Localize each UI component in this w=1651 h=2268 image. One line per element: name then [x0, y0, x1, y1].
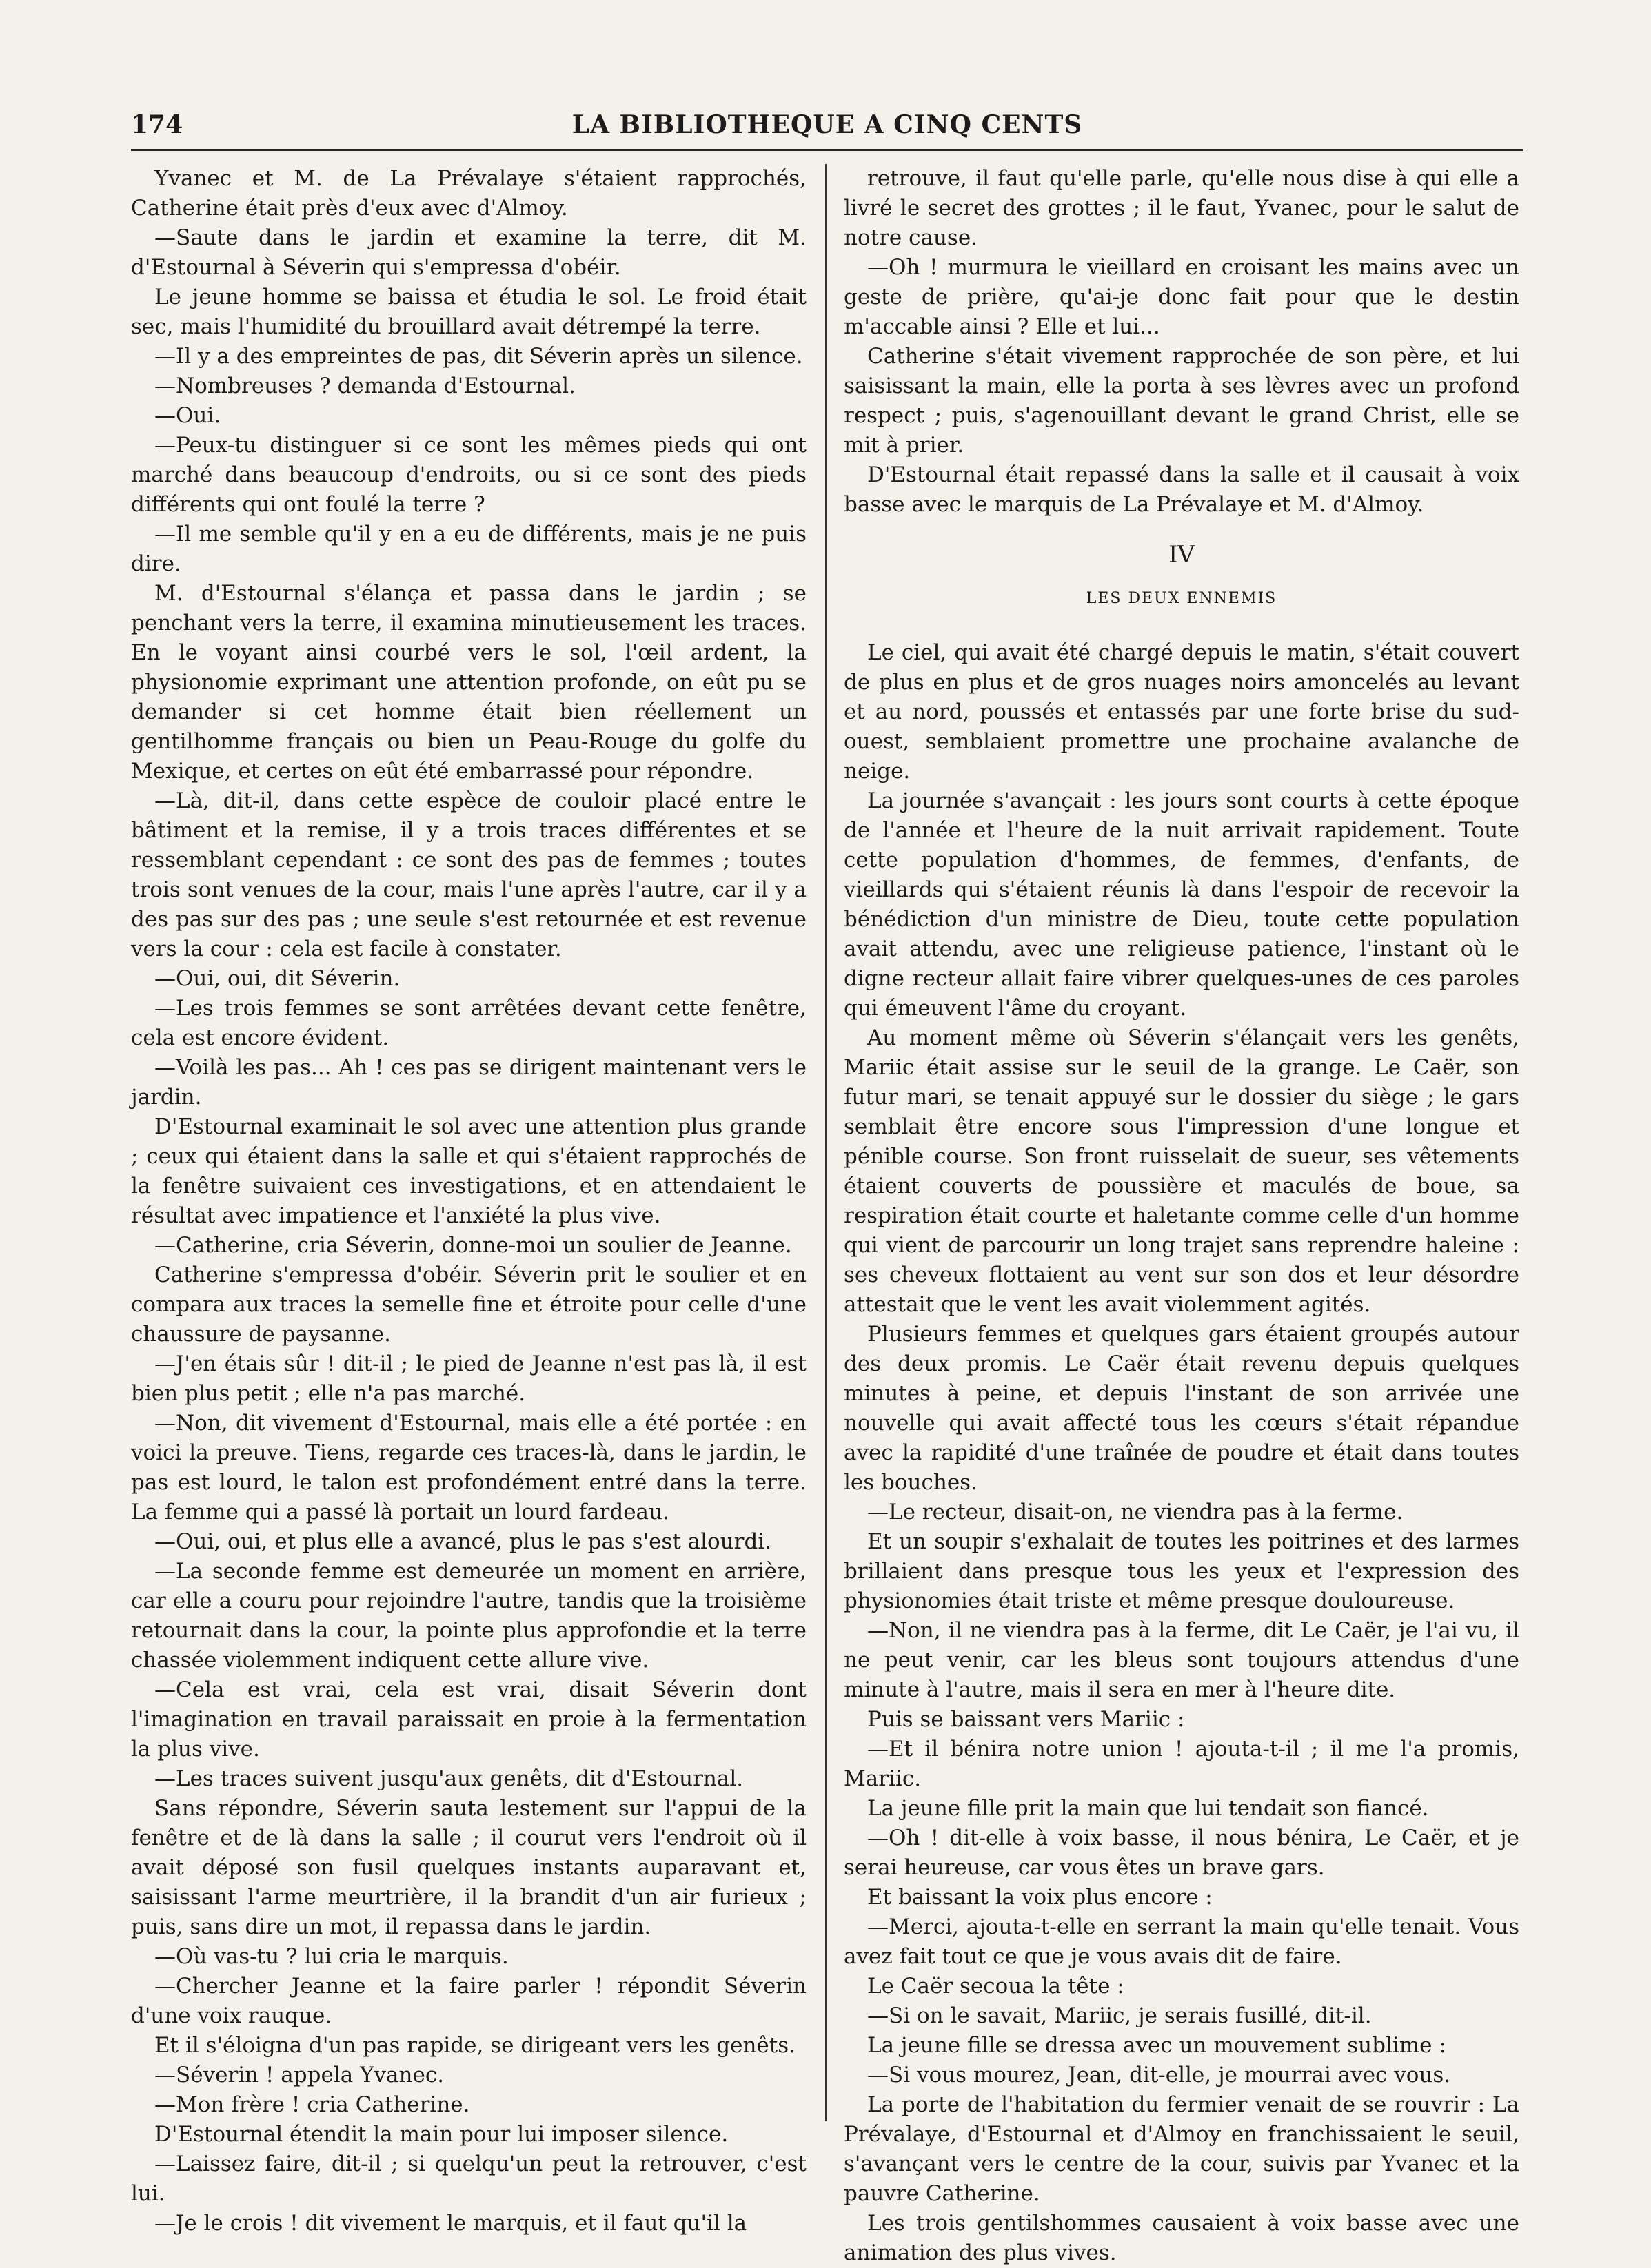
header-rule	[131, 149, 1523, 154]
paragraph: Catherine s'était vivement rapprochée de son père, et lui saisissant la main, elle la porta à ses lèvres avec un profond respect ; puis, s'agenouillant devant le grand Christ, elle se mit à prier.	[844, 344, 1519, 458]
left-column	[131, 164, 807, 2238]
right-column-top	[844, 164, 1519, 520]
paragraph: —Nombreuses ? demanda d'Estournal.	[154, 374, 576, 398]
paragraph: D'Estournal était repassé dans la salle et il causait à voix basse avec le marquis de La Prévalaye et M. d'Almoy.	[844, 462, 1519, 517]
paragraph: D'Estournal étendit la main pour lui imposer silence.	[154, 2122, 729, 2147]
section-number: IV	[1168, 541, 1195, 569]
paragraph: La jeune fille se dressa avec un mouvement sublime :	[867, 2033, 1446, 2058]
text-columns	[131, 164, 1523, 2265]
paragraph: —Si on le savait, Mariic, je serais fusillé, dit-il.	[867, 2003, 1372, 2028]
paragraph: Puis se baissant vers Mariic :	[867, 1707, 1185, 1732]
paragraph: Et un soupir s'exhalait de toutes les poitrines et des larmes brillaient dans presque tous les yeux et l'expression des physionomies était triste et même presque douloureuse.	[844, 1529, 1519, 1613]
paragraph: Le ciel, qui avait été chargé depuis le matin, s'était couvert de plus en plus et de gros nuages noirs amoncelés au levant et au nord, poussés et entassés par une forte brise du sud-ouest, semblaient promettre une prochaine avalanche de neige.	[844, 640, 1519, 784]
paragraph: —Les traces suivent jusqu'aux genêts, dit d'Estournal.	[154, 1766, 744, 1791]
paragraph: —Séverin ! appela Yvanec.	[154, 2063, 445, 2087]
paragraph: La jeune fille prit la main que lui tendait son fiancé.	[867, 1796, 1429, 1821]
paragraph: —Voilà les pas... Ah ! ces pas se dirigent maintenant vers le jardin.	[131, 1055, 807, 1110]
paragraph: Et il s'éloigna d'un pas rapide, se dirigeant vers les genêts.	[154, 2033, 796, 2058]
paragraph: Plusieurs femmes et quelques gars étaient groupés autour des deux promis. Le Caër était revenu depuis quelques minutes à peine, et depuis l'instant de son arrivée une nouvelle qui avait affecté tous les cœurs s'était répandue avec la rapidité d'une traînée de poudre et était dans toutes les bouches.	[844, 1322, 1519, 1495]
paragraph: Au moment même où Séverin s'élançait vers les genêts, Mariic était assise sur le seuil de la grange. Le Caër, son futur mari, se tenait appuyé sur le dossier du siège ; le gars semblait être encore sous l'impression d'une longue et pénible course. Son front ruisselait de sueur, ses vêtements étaient couverts de poussière et maculés de boue, sa respiration était courte et haletante comme celle d'un homme qui vient de parcourir un long trajet sans reprendre haleine : ses cheveux flottaient au vent sur son dos et leur désordre attestait que le vent les avait violemment agités.	[844, 1025, 1519, 1317]
paragraph: —Merci, ajouta-t-elle en serrant la main qu'elle tenait. Vous avez fait tout ce que je vous avais dit de faire.	[844, 1914, 1519, 1969]
paragraph: —J'en étais sûr ! dit-il ; le pied de Jeanne n'est pas là, il est bien plus petit ; elle n'a pas marché.	[131, 1351, 807, 1406]
paragraph: —Peux-tu distinguer si ce sont les mêmes pieds qui ont marché dans beaucoup d'endroits, ou si ce sont des pieds différents qui ont foulé la terre ?	[131, 433, 807, 517]
paragraph: Catherine s'empressa d'obéir. Séverin prit le soulier et en compara aux traces la semelle fine et étroite pour celle d'une chaussure de paysanne.	[131, 1263, 807, 1347]
paragraph: —Oh ! murmura le vieillard en croisant les mains avec un geste de prière, qu'ai-je donc fait pour que le destin m'accable ainsi ? Elle et lui...	[844, 255, 1519, 339]
paragraph: D'Estournal examinait le sol avec une attention plus grande ; ceux qui étaient dans la salle et qui s'étaient rapprochés de la fenêtre suivaient ces investigations, et en attendaient le résultat avec impatience et l'anxiété la plus vive.	[131, 1114, 807, 1228]
paragraph: —Les trois femmes se sont arrêtées devant cette fenêtre, cela est encore évident.	[131, 996, 807, 1050]
paragraph: retrouve, il faut qu'elle parle, qu'elle nous dise à qui elle a livré le secret des grottes ; il le faut, Yvanec, pour le salut de notre cause.	[844, 166, 1519, 250]
paragraph: Le Caër secoua la tête :	[867, 1974, 1124, 1999]
paragraph: —Où vas-tu ? lui cria le marquis.	[154, 1944, 509, 1969]
paragraph: Yvanec et M. de La Prévalaye s'étaient rapprochés, Catherine était près d'eux avec d'Almoy.	[131, 166, 807, 221]
paragraph: —Non, dit vivement d'Estournal, mais elle a été portée : en voici la preuve. Tiens, regarde ces traces-là, dans le jardin, le pas est lourd, le talon est profondément entré dans la terre. La femme qui a passé là portait un lourd fardeau.	[131, 1411, 807, 1524]
paragraph: —La seconde femme est demeurée un moment en arrière, car elle a couru pour rejoindre l'autre, tandis que la troisième retournait dans la cour, la pointe plus approfondie et la terre chassée violemment indiquent cette allure vive.	[131, 1559, 807, 1673]
paragraph: —Il y a des empreintes de pas, dit Séverin après un silence.	[154, 344, 803, 369]
paragraph: Sans répondre, Séverin sauta lestement sur l'appui de la fenêtre et de là dans la salle ; il courut vers l'endroit où il avait déposé son fusil quelques instants auparavant et, saisissant l'arme meurtrière, il la brandit d'un air furieux ; puis, sans dire un mot, il repassa dans le jardin.	[131, 1796, 807, 1939]
paragraph: —Là, dit-il, dans cette espèce de couloir placé entre le bâtiment et la remise, il y a trois traces différentes et se ressemblant cependant : ce sont des pas de femmes ; toutes trois sont venues de la cour, mais l'une après l'autre, car il y a des pas sur des pas ; une seule s'est retournée et est revenue vers la cour : cela est facile à constater.	[131, 788, 807, 961]
paragraph: M. d'Estournal s'élança et passa dans le jardin ; se penchant vers la terre, il examina minutieusement les traces. En le voyant ainsi courbé vers le sol, l'œil ardent, la physionomie exprimant une attention profonde, on eût pu se demander si cet homme était bien réellement un gentilhomme français ou bien un Peau-Rouge du golfe du Mexique, et certes on eût été embarrassé pour répondre.	[131, 581, 807, 784]
paragraph: —Oh ! dit-elle à voix basse, il nous bénira, Le Caër, et je serai heureuse, car vous êtes un brave gars.	[844, 1826, 1519, 1880]
paragraph: —Cela est vrai, cela est vrai, disait Séverin dont l'imagination en travail paraissait en proie à la fermentation la plus vive.	[131, 1677, 807, 1761]
right-column	[844, 164, 1519, 2268]
paragraph: —Je le crois ! dit vivement le marquis, et il faut qu'il la	[154, 2211, 747, 2236]
paragraph: Le jeune homme se baissa et étudia le sol. Le froid était sec, mais l'humidité du brouillard avait détrempé la terre.	[131, 285, 807, 339]
section-title: LES DEUX ENNEMIS	[1086, 590, 1277, 607]
paragraph: —Il me semble qu'il y en a eu de différents, mais je ne puis dire.	[131, 522, 807, 576]
paragraph: —Oui, oui, et plus elle a avancé, plus le pas s'est alourdi.	[154, 1529, 772, 1554]
paragraph: —Catherine, cria Séverin, donne-moi un soulier de Jeanne.	[154, 1233, 792, 1258]
right-column-bottom	[844, 638, 1519, 2268]
paragraph: —Saute dans le jardin et examine la terre, dit M. d'Estournal à Séverin qui s'empressa d'obéir.	[131, 225, 807, 280]
page-number: 174	[131, 110, 183, 139]
paragraph: Et baissant la voix plus encore :	[867, 1885, 1213, 1910]
paragraph: —Et il bénira notre union ! ajouta-t-il ; il me l'a promis, Mariic.	[844, 1737, 1519, 1791]
paragraph: —Le recteur, disait-on, ne viendra pas à la ferme.	[867, 1500, 1404, 1524]
paragraph: La journée s'avançait : les jours sont courts à cette époque de l'année et l'heure de la nuit arrivait rapidement. Toute cette population d'hommes, de femmes, d'enfants, de vieillards qui s'étaient réunis là dans l'espoir de recevoir la bénédiction d'un ministre de Dieu, toute cette population avait attendu, avec une religieuse patience, l'instant où le digne recteur allait faire vibrer quelques-unes de ces paroles qui émeuvent l'âme du croyant.	[844, 788, 1519, 1021]
paragraph: —Oui, oui, dit Séverin.	[154, 966, 401, 991]
page-header	[131, 103, 1523, 159]
paragraph: La porte de l'habitation du fermier venait de se rouvrir : La Prévalaye, d'Estournal et d'Almoy en franchissaient le seuil, s'avançant vers le centre de la cour, suivis par Yvanec et la pauvre Catherine.	[844, 2092, 1519, 2206]
paragraph: —Chercher Jeanne et la faire parler ! répondit Séverin d'une voix rauque.	[131, 1974, 807, 2028]
paragraph: —Si vous mourez, Jean, dit-elle, je mourrai avec vous.	[867, 2063, 1451, 2087]
column-divider	[825, 164, 827, 2121]
paragraph: —Oui.	[154, 403, 221, 428]
running-title: LA BIBLIOTHEQUE A CINQ CENTS	[571, 110, 1083, 139]
page	[131, 103, 1523, 2265]
paragraph: —Mon frère ! cria Catherine.	[154, 2092, 470, 2117]
paragraph: Les trois gentilshommes causaient à voix basse avec une animation des plus vives.	[844, 2211, 1519, 2265]
paragraph: —Laissez faire, dit-il ; si quelqu'un peut la retrouver, c'est lui.	[131, 2152, 807, 2206]
paragraph: —Non, il ne viendra pas à la ferme, dit Le Caër, je l'ai vu, il ne peut venir, car les bleus sont toujours attendus d'une minute à l'autre, mais il sera en mer à l'heure dite.	[844, 1618, 1519, 1702]
